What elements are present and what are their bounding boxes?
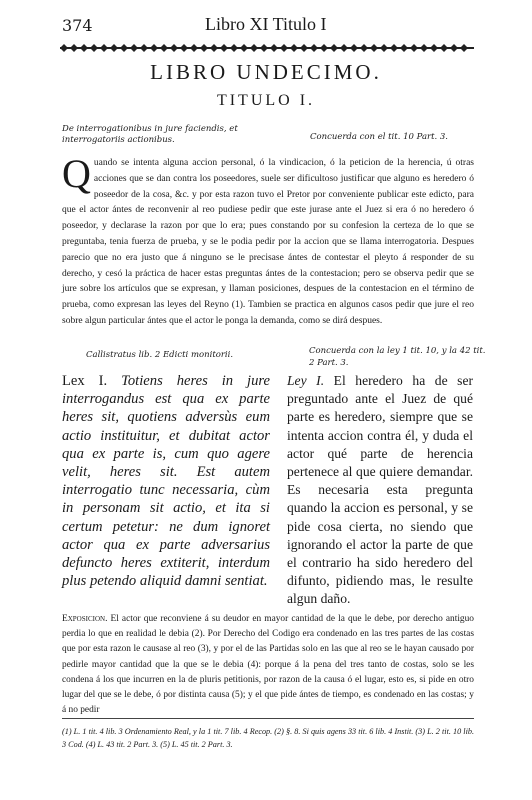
concordance-note-2: Concuerda con la ley 1 tit. 10, y la 42 tit. 2 Part. 3. bbox=[309, 346, 486, 368]
lex-body: Totiens heres in jure interrogandus est qua ex parte heres sit, quotiens adversùs eum actio instituitur, et dubitat actor qua ex parte is, cum quo agere velit, heres sit. Est autem interrogatio tunc necessaria, cùm in personam sit actio, et ita si certum petetur: ne dum ignoret actor qua ex parte adversarius defuncto heres extiterit, interdum plus petendo aliquid damni sentiat. bbox=[62, 373, 270, 590]
lex-label: Lex I. bbox=[62, 373, 108, 389]
title-heading: TITULO I. bbox=[216, 92, 316, 109]
book-title: LIBRO UNDECIMO. bbox=[150, 60, 382, 84]
drop-cap: Q bbox=[62, 151, 91, 196]
ornament-pattern bbox=[60, 44, 468, 52]
source-attribution: Callistratus lib. 2 Edicti monitorii. bbox=[86, 350, 234, 360]
intro-text: uando se intenta alguna accion personal, ó la vindicacion, ó la peticion de la herencia, ú otras acciones que se dan contra los poseedores, suele ser dificultoso justificar que alguno es heredero ó poseedor de la cosa, &c. y por esta razon tuvo el Pretor por conveniente publicar este edicto, para que el actor ántes de reconvenir al reo pudiese pedir que este jurase ante el Juez si era ó no heredero ó poseedor, y declarase la razon por que lo era; pues constando por su confesion la certeza de lo que se preguntaba, tenia fuerza de prueba, y se le podia pedir por la accion que se llama interrogatoria. Despues parecio que no era justo que á ninguno se le precisase ántes de contestar el pleyto á responder de su derecho, y cesó la práctica de hacer estas preguntas ántes de la contestacion; pero se observa pedir que se jure sobre los artículos que se expresan, y llaman posiciones, despues de la contestacion en el término de prueba, como expresan las leyes del Reyno (1). Tambien se practica en algunos casos pedir que jure el reo sobre algun particular ántes que el actor le ponga la demanda, como se dirá despues. bbox=[62, 158, 474, 326]
concordance-note: Concuerda con el tit. 10 Part. 3. bbox=[310, 132, 449, 142]
ley-body: El heredero ha de ser preguntado ante el Juez de qué parte es heredero, siempre que se intenta accion contra él, y duda el actor qué parte de herencia pertenece al que quiere demandar. Es necesaria esta pregunta quando la accion es personal, y se pide cosa cierta, no siendo que ignorando el actor la parte de que el contrario ha sido heredero del difunto, pidiendo mas, le resulte algun daño. bbox=[287, 373, 474, 607]
section-subtitle: De interrogationibus in jure faciendis, et interrogatoriis actionibus. bbox=[62, 124, 238, 145]
exposition-paragraph bbox=[62, 612, 474, 718]
ley-label: Ley I. bbox=[287, 373, 325, 388]
running-title: Libro XI Titulo I bbox=[205, 14, 327, 34]
ornamental-rule bbox=[60, 44, 474, 52]
footnotes: (1) L. 1 tit. 4 lib. 3 Ordenamiento Real, y la 1 tit. 7 lib. 4 Recop. (2) §. 8. Si quis agens 33 tit. 6 lib. 4 Instit. (3) L. 2 tit. 10 lib. 3 Cod. (4) L. 43 tit. 2 Part. 3. (5) L. 45 tit. 2 Part. 3. bbox=[62, 727, 474, 749]
page-number: 374 bbox=[62, 16, 93, 35]
intro-paragraph bbox=[62, 151, 474, 330]
footnote-divider bbox=[62, 718, 474, 719]
latin-law-text bbox=[62, 372, 270, 590]
spanish-law-text bbox=[287, 372, 473, 609]
exposition-label: Exposicion. bbox=[62, 614, 108, 624]
exposition-text: El actor que reconviene á su deudor en mayor cantidad de la que le debe, por derecho antiguo perdia lo que en realidad le debia (2). Por Derecho del Codigo era condenado en las tres partes de las costas que por esta razon le causase al reo (3), y por el de las Partidas solo en las que al reo se le hayan causado por pedirle mayor cantidad que la que se le debia (4): porque á la pena del tres tanto de costas, solo se les condena á los que incurren en la de pluris petitionis, por razon de la causa ó el lugar, esto es, si pide en otro lugar del que se le debe, ó por distinta causa (5); y el que pide ántes de tiempo, es condenado en las costas; y á no pedir bbox=[62, 614, 474, 716]
